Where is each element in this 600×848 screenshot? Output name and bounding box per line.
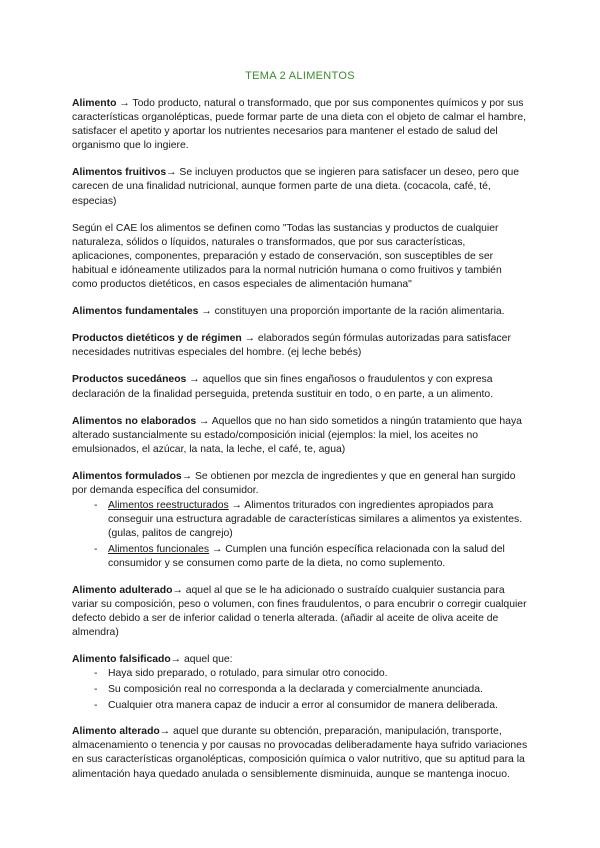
- definition-alimentos-no-elaborados: [72, 415, 528, 457]
- definition-text: Todo producto, natural o transformado, que por sus componentes químicos y por sus características organolépticas, puede formar parte de una dieta con el objeto de calmar el hambre, satisfacer el apetito y aportar los nutrientes necesarios para mantener el estado de salud del organismo que lo ingiere.: [72, 98, 526, 152]
- list-item: - Haya sido preparado, o rotulado, para simular otro conocido.: [94, 667, 528, 681]
- term: Alimento alterado: [72, 726, 160, 738]
- arrow-glyph: →: [166, 167, 177, 179]
- definition-text: constituyen una proporción importante de la ración alimentaria.: [211, 306, 505, 318]
- arrow-glyph: →: [199, 415, 210, 427]
- term: Productos dietéticos y de régimen: [72, 333, 242, 345]
- arrow-glyph: →: [159, 726, 171, 738]
- definition-alimento-alterado: [72, 725, 528, 781]
- term: Alimentos no elaborados: [72, 415, 197, 427]
- definition-alimento-falsificado: [72, 653, 528, 667]
- definition-alimentos-fundamentales: [72, 305, 528, 319]
- term: Alimentos fundamentales: [72, 306, 199, 318]
- definition-alimentos-formulados: [72, 470, 528, 498]
- list-item: - Su composición real no corresponda a la declarada y comercialmente anunciada.: [94, 683, 528, 697]
- item-text: Alimentos triturados con ingredientes apropiados para conseguir una estructura agradable de características similares a alimentos ya existentes. (gulas, palitos de cangrejo): [108, 500, 523, 540]
- arrow-glyph: →: [201, 306, 212, 318]
- definition-text: aquel al que se le ha adicionado o sustraído cualquier sustancia para variar su composición, peso o volumen, con fines fraudulentos, o para encubrir o corregir cualquier defecto debido a ser de inferior calidad o tenerla alterada. (añadir al aceite de oliva aceite de almendra): [72, 584, 527, 638]
- item-text: Cumplen una función específica relacionada con la salud del consumidor y se consumen como parte de la dieta, no como suplemento.: [108, 544, 505, 570]
- definition-text: Se obtienen por mezcla de ingredientes y que en general han surgido por demanda específica del consumidor.: [72, 470, 516, 496]
- definition-text: Se incluyen productos que se ingieren para satisfacer un deseo, pero que carecen de una finalidad nutricional, aunque formen parte de una dieta. (cocacola, café, té, especias): [72, 167, 520, 207]
- definition-productos-sucedaneos: [72, 373, 528, 401]
- definition-productos-dieteticos: [72, 332, 528, 360]
- document-title: TEMA 2 ALIMENTOS: [245, 70, 355, 82]
- list-item: [94, 543, 528, 571]
- arrow-glyph: →: [181, 470, 193, 482]
- list-item: - Cualquier otra manera capaz de inducir a error al consumidor de manera deliberada.: [94, 699, 528, 713]
- term: Alimento adulterado: [72, 584, 173, 596]
- subterm: Alimentos reestructurados: [108, 500, 229, 512]
- definition-text: aquellos que sin fines engañosos o fraudulentos y con expresa declaración de la finalidad perseguida, pretenda sustituir en todo, o en parte, a un alimento.: [72, 374, 494, 400]
- arrow-glyph: →: [211, 544, 223, 556]
- arrow-glyph: →: [231, 500, 242, 512]
- arrow-glyph: →: [189, 374, 200, 386]
- definition-alimento: [72, 97, 528, 153]
- falsificado-list: [72, 667, 528, 713]
- definition-text: Aquellos que no han sido sometidos a ningún tratamiento que haya alterado sustancialmente su estado/composición inicial (ejemplos: la miel, los aceites no emulsionados, el azúcar, la nata, la leche, el café, te, agua): [72, 415, 522, 455]
- term: Alimentos fruitivos: [72, 167, 167, 179]
- definition-text: elaborados según fórmulas autorizadas para satisfacer necesidades nutritivas especiales del hombre. (ej leche bebés): [72, 333, 511, 359]
- term: Alimentos formulados: [72, 470, 182, 482]
- arrow-glyph: →: [244, 333, 256, 345]
- cae-definition: Según el CAE los alimentos se definen como "Todas las sustancias y productos de cualquier naturaleza, sólidos o líquidos, naturales o transformados, que por sus características, aplicaciones, componentes, preparación y estado de conservación, son susceptibles de ser habitual e idóneamente utilizados para la normal nutrición humana o como fruitivos y también como productos dietéticos, en casos especiales de alimentación humana": [72, 222, 502, 291]
- definition-text: aquel que durante su obtención, preparación, manipulación, transporte, almacenamiento o tenencia y por causas no provocadas deliberadamente haya sufrido variaciones en sus características organolépticas, composición química o valor nutritivo, que su aptitud para la alimentación haya quedado anulada o sensiblemente disminuida, aunque se mantenga inocuo.: [72, 726, 528, 780]
- list-item: [94, 499, 528, 541]
- arrow-glyph: →: [172, 584, 183, 596]
- definition-alimentos-fruitivos: [72, 166, 528, 208]
- term: Alimento: [72, 98, 117, 109]
- arrow-glyph: →: [170, 653, 182, 665]
- term: Alimento falsificado: [72, 653, 171, 665]
- subterm: Alimentos funcionales: [108, 544, 210, 556]
- term: Productos sucedáneos: [72, 374, 187, 386]
- definition-text: aquel que:: [181, 653, 233, 665]
- definition-alimento-adulterado: [72, 584, 528, 640]
- formulados-list: [72, 499, 528, 571]
- arrow-glyph: →: [119, 98, 130, 109]
